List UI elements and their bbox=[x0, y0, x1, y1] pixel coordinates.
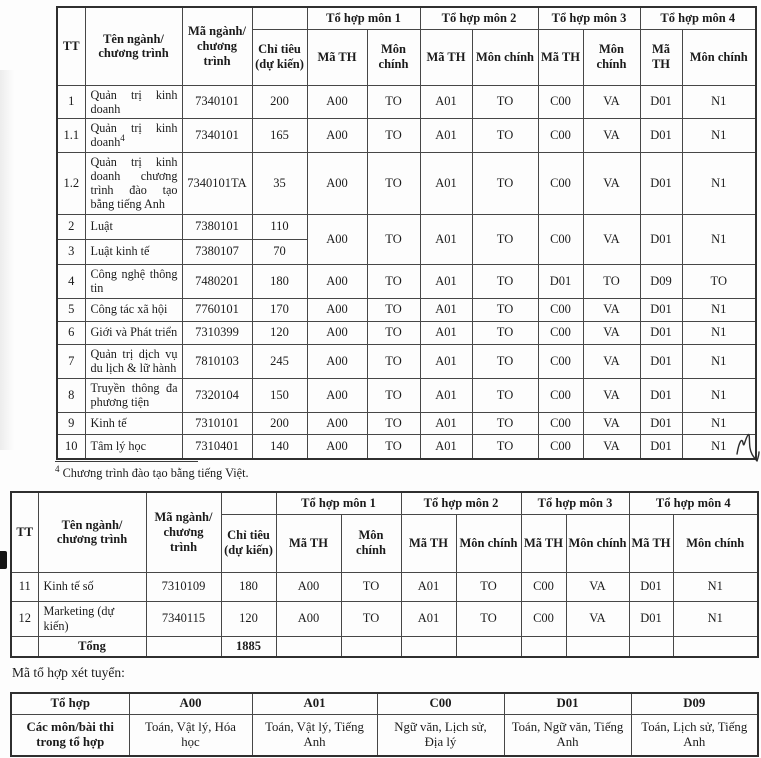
cell-quota: 200 bbox=[252, 85, 307, 119]
cell-quota: 180 bbox=[221, 572, 276, 601]
cell-empty bbox=[629, 636, 673, 657]
cell-combo1-code: A00 bbox=[276, 572, 341, 601]
cell-combo3-main: VA bbox=[583, 152, 640, 214]
cell-combo4-code: D01 bbox=[640, 85, 682, 119]
cell-combo2-code: A01 bbox=[420, 214, 472, 264]
cell-name: Công nghệ thông tin bbox=[85, 264, 182, 298]
cell-name: Quản trị dịch vụ du lịch & lữ hành bbox=[85, 344, 182, 378]
footnote bbox=[55, 463, 249, 481]
cell-combo4-main: N1 bbox=[682, 434, 756, 459]
cell-combo4-code: D01 bbox=[640, 434, 682, 459]
cell-combo3-main: VA bbox=[583, 119, 640, 153]
cell-name: Giới và Phát triển bbox=[85, 321, 182, 344]
cell-code: 7380107 bbox=[182, 239, 252, 264]
cell-combo1-main: TO bbox=[367, 119, 420, 153]
col-header-tt: TT bbox=[57, 7, 85, 85]
table-row bbox=[57, 85, 756, 119]
cell-combo1-code: A00 bbox=[307, 214, 367, 264]
legend-combo-subjects: Ngữ văn, Lịch sử, Địa lý bbox=[377, 714, 504, 756]
table-row bbox=[57, 298, 756, 321]
cell-combo3-main: VA bbox=[583, 344, 640, 378]
legend-row1-label: Tổ hợp bbox=[11, 693, 129, 714]
cell-tt: 7 bbox=[57, 344, 85, 378]
cell-combo2-main: TO bbox=[472, 378, 538, 412]
cell-combo3-code: C00 bbox=[521, 572, 566, 601]
col-header-monchinh-2: Môn chính bbox=[456, 514, 521, 572]
cell-combo1-main: TO bbox=[367, 214, 420, 264]
cell-combo2-main: TO bbox=[472, 412, 538, 434]
cell-tt: 6 bbox=[57, 321, 85, 344]
cell-tt: 10 bbox=[57, 434, 85, 459]
cell-combo4-code: D01 bbox=[640, 321, 682, 344]
cell-combo3-code: C00 bbox=[538, 152, 583, 214]
cell-combo3-main: VA bbox=[583, 85, 640, 119]
table-row bbox=[57, 434, 756, 459]
cell-combo4-code: D01 bbox=[640, 412, 682, 434]
cell-code: 7480201 bbox=[182, 264, 252, 298]
cell-name bbox=[85, 119, 182, 153]
col-header-math-1: Mã TH bbox=[307, 29, 367, 85]
cell-combo2-code: A01 bbox=[420, 344, 472, 378]
col-header-monchinh-3: Môn chính bbox=[566, 514, 629, 572]
col-header-math-2: Mã TH bbox=[401, 514, 456, 572]
cell-combo1-main: TO bbox=[367, 378, 420, 412]
footnote-text: Chương trình đào tạo bằng tiếng Việt. bbox=[62, 466, 249, 480]
col-header-math-2: Mã TH bbox=[420, 29, 472, 85]
col-header-monchinh-2: Môn chính bbox=[472, 29, 538, 85]
cell-combo1-main: TO bbox=[367, 412, 420, 434]
cell-quota: 245 bbox=[252, 344, 307, 378]
cell-tt: 5 bbox=[57, 298, 85, 321]
col-header-math-3: Mã TH bbox=[538, 29, 583, 85]
cell-combo4-main: N1 bbox=[673, 601, 758, 636]
cell-combo3-code: C00 bbox=[538, 214, 583, 264]
cell-tt-empty bbox=[11, 636, 38, 657]
cell-combo4-main: N1 bbox=[682, 152, 756, 214]
cell-name: Quản trị kinh doanh bbox=[85, 85, 182, 119]
cell-code: 7320104 bbox=[182, 378, 252, 412]
cell-combo1-code: A00 bbox=[307, 298, 367, 321]
cell-combo3-main: VA bbox=[583, 298, 640, 321]
cell-combo1-code: A00 bbox=[307, 321, 367, 344]
cell-combo4-code: D01 bbox=[640, 119, 682, 153]
cell-empty bbox=[276, 636, 341, 657]
table-row bbox=[57, 378, 756, 412]
col-header-name: Tên ngành/ chương trình bbox=[85, 7, 182, 85]
col-header-group4: Tổ hợp môn 4 bbox=[640, 7, 756, 29]
legend-combo-code: D01 bbox=[504, 693, 631, 714]
cell-combo3-main: VA bbox=[583, 412, 640, 434]
col-header-name: Tên ngành/ chương trình bbox=[38, 492, 146, 572]
cell-combo4-main: N1 bbox=[673, 572, 758, 601]
cell-code: 7810103 bbox=[182, 344, 252, 378]
col-header-monchinh-1: Môn chính bbox=[367, 29, 420, 85]
cell-combo4-main: N1 bbox=[682, 321, 756, 344]
cell-combo1-main: TO bbox=[367, 298, 420, 321]
footnote-marker: 4 bbox=[55, 463, 60, 474]
cell-combo1-code: A00 bbox=[307, 344, 367, 378]
cell-code: 7340115 bbox=[146, 601, 221, 636]
cell-tt: 4 bbox=[57, 264, 85, 298]
cell-code: 7340101TA bbox=[182, 152, 252, 214]
cell-code: 7310399 bbox=[182, 321, 252, 344]
cell-empty bbox=[456, 636, 521, 657]
cell-combo4-main: N1 bbox=[682, 214, 756, 264]
cell-combo4-code: D01 bbox=[640, 298, 682, 321]
cell-combo2-main: TO bbox=[472, 344, 538, 378]
legend-combo-subjects: Toán, Vật lý, Hóa học bbox=[129, 714, 252, 756]
cell-empty bbox=[341, 636, 401, 657]
col-header-group1: Tổ hợp môn 1 bbox=[276, 492, 401, 514]
cell-combo2-main: TO bbox=[472, 152, 538, 214]
cell-quota: 70 bbox=[252, 239, 307, 264]
legend-combo-subjects: Toán, Vật lý, Tiếng Anh bbox=[252, 714, 377, 756]
total-quota: 1885 bbox=[221, 636, 276, 657]
cell-combo2-main: TO bbox=[472, 298, 538, 321]
table-row bbox=[11, 572, 758, 601]
cell-combo3-main: VA bbox=[583, 378, 640, 412]
table-row bbox=[57, 214, 756, 239]
cell-quota: 140 bbox=[252, 434, 307, 459]
cell-combo3-code: C00 bbox=[538, 378, 583, 412]
footnote-marker: 4 bbox=[120, 133, 125, 144]
cell-code-empty bbox=[146, 636, 221, 657]
cell-combo1-code: A00 bbox=[307, 85, 367, 119]
cell-name: Luật bbox=[85, 214, 182, 239]
cell-tt: 8 bbox=[57, 378, 85, 412]
table-row bbox=[57, 119, 756, 153]
cell-name: Quản trị kinh doanh chương trình đào tạo bằng tiếng Anh bbox=[85, 152, 182, 214]
cell-combo2-code: A01 bbox=[420, 85, 472, 119]
col-header-monchinh-4: Môn chính bbox=[673, 514, 758, 572]
legend-row2-label: Các môn/bài thi trong tổ hợp bbox=[11, 714, 129, 756]
table-row bbox=[57, 152, 756, 214]
cell-combo3-code: C00 bbox=[521, 601, 566, 636]
col-header-quota: Chỉ tiêu (dự kiến) bbox=[221, 514, 276, 572]
col-header-math-4: Mã TH bbox=[629, 514, 673, 572]
cell-combo1-main: TO bbox=[367, 85, 420, 119]
col-header-group2: Tổ hợp môn 2 bbox=[420, 7, 538, 29]
cell-combo1-main: TO bbox=[341, 572, 401, 601]
cell-combo2-code: A01 bbox=[401, 601, 456, 636]
col-header-math-4: Mã TH bbox=[640, 29, 682, 85]
table-row bbox=[57, 344, 756, 378]
cell-combo2-main: TO bbox=[456, 601, 521, 636]
cell-combo1-code: A00 bbox=[307, 264, 367, 298]
cell-quota: 150 bbox=[252, 378, 307, 412]
cell-combo1-main: TO bbox=[367, 321, 420, 344]
legend-combo-code: A01 bbox=[252, 693, 377, 714]
cell-code: 7380101 bbox=[182, 214, 252, 239]
cell-combo4-main: TO bbox=[682, 264, 756, 298]
cell-combo4-main: N1 bbox=[682, 119, 756, 153]
cell-quota: 120 bbox=[221, 601, 276, 636]
col-header-math-3: Mã TH bbox=[521, 514, 566, 572]
cell-combo1-code: A00 bbox=[307, 412, 367, 434]
cell-quota: 170 bbox=[252, 298, 307, 321]
cell-combo4-main: N1 bbox=[682, 378, 756, 412]
cell-code: 7340101 bbox=[182, 85, 252, 119]
cell-combo2-code: A01 bbox=[420, 152, 472, 214]
table-row bbox=[57, 412, 756, 434]
cell-combo2-code: A01 bbox=[420, 434, 472, 459]
cell-combo2-main: TO bbox=[472, 434, 538, 459]
cell-tt: 3 bbox=[57, 239, 85, 264]
col-header-group2: Tổ hợp môn 2 bbox=[401, 492, 521, 514]
col-header-code: Mã ngành/ chương trình bbox=[146, 492, 221, 572]
cell-combo4-main: N1 bbox=[682, 412, 756, 434]
col-header-group3: Tổ hợp môn 3 bbox=[538, 7, 640, 29]
combo-legend-table bbox=[10, 692, 759, 757]
cell-combo1-code: A00 bbox=[307, 434, 367, 459]
cell-empty bbox=[521, 636, 566, 657]
cell-combo4-code: D01 bbox=[629, 572, 673, 601]
cell-combo1-code: A00 bbox=[276, 601, 341, 636]
cell-combo4-code: D01 bbox=[629, 601, 673, 636]
cell-combo2-code: A01 bbox=[420, 264, 472, 298]
cell-name: Tâm lý học bbox=[85, 434, 182, 459]
col-header-math-1: Mã TH bbox=[276, 514, 341, 572]
col-header-group4: Tổ hợp môn 4 bbox=[629, 492, 758, 514]
cell-combo4-code: D01 bbox=[640, 378, 682, 412]
cell-code: 7310109 bbox=[146, 572, 221, 601]
cell-combo2-code: A01 bbox=[420, 298, 472, 321]
col-header-blank bbox=[221, 492, 276, 514]
legend-combo-subjects: Toán, Ngữ văn, Tiếng Anh bbox=[504, 714, 631, 756]
cell-code: 7310401 bbox=[182, 434, 252, 459]
cell-combo1-main: TO bbox=[367, 434, 420, 459]
cell-combo1-main: TO bbox=[341, 601, 401, 636]
cell-quota: 35 bbox=[252, 152, 307, 214]
cell-code: 7340101 bbox=[182, 119, 252, 153]
cell-combo3-main: TO bbox=[583, 264, 640, 298]
col-header-group3: Tổ hợp môn 3 bbox=[521, 492, 629, 514]
cell-tt: 1 bbox=[57, 85, 85, 119]
admission-table-additional bbox=[10, 491, 759, 658]
table-row bbox=[57, 264, 756, 298]
header-row-groups bbox=[57, 7, 756, 29]
cell-combo4-main: N1 bbox=[682, 344, 756, 378]
col-header-monchinh-3: Môn chính bbox=[583, 29, 640, 85]
cell-empty bbox=[566, 636, 629, 657]
col-header-tt: TT bbox=[11, 492, 38, 572]
cell-tt: 1.2 bbox=[57, 152, 85, 214]
cell-combo1-main: TO bbox=[367, 344, 420, 378]
cell-combo2-code: A01 bbox=[420, 412, 472, 434]
handwritten-mark bbox=[735, 430, 761, 466]
footnote-separator bbox=[55, 461, 198, 462]
cell-combo3-main: VA bbox=[566, 572, 629, 601]
cell-name: Công tác xã hội bbox=[85, 298, 182, 321]
table-row bbox=[57, 321, 756, 344]
cell-code: 7760101 bbox=[182, 298, 252, 321]
cell-combo3-code: C00 bbox=[538, 434, 583, 459]
cell-combo3-code: C00 bbox=[538, 85, 583, 119]
cell-combo3-main: VA bbox=[583, 214, 640, 264]
cell-quota: 110 bbox=[252, 214, 307, 239]
cell-combo4-main: N1 bbox=[682, 85, 756, 119]
cell-combo1-code: A00 bbox=[307, 119, 367, 153]
cell-combo4-code: D09 bbox=[640, 264, 682, 298]
legend-subjects-row bbox=[11, 714, 758, 756]
cell-name: Truyền thông đa phương tiện bbox=[85, 378, 182, 412]
cell-combo2-code: A01 bbox=[401, 572, 456, 601]
cell-tt: 12 bbox=[11, 601, 38, 636]
cell-combo1-main: TO bbox=[367, 264, 420, 298]
total-row bbox=[11, 636, 758, 657]
col-header-monchinh-1: Môn chính bbox=[341, 514, 401, 572]
col-header-monchinh-4: Môn chính bbox=[682, 29, 756, 85]
cell-name: Marketing (dự kiến) bbox=[38, 601, 146, 636]
cell-name: Kinh tế số bbox=[38, 572, 146, 601]
cell-quota: 120 bbox=[252, 321, 307, 344]
cell-combo3-code: C00 bbox=[538, 119, 583, 153]
col-header-code: Mã ngành/ chương trình bbox=[182, 7, 252, 85]
cell-tt: 2 bbox=[57, 214, 85, 239]
cell-combo3-main: VA bbox=[566, 601, 629, 636]
cell-combo2-main: TO bbox=[472, 214, 538, 264]
legend-combo-code: C00 bbox=[377, 693, 504, 714]
cell-combo2-main: TO bbox=[456, 572, 521, 601]
table-row bbox=[11, 601, 758, 636]
legend-combo-subjects: Toán, Lịch sử, Tiếng Anh bbox=[631, 714, 758, 756]
cell-combo4-code: D01 bbox=[640, 152, 682, 214]
header-row-groups bbox=[11, 492, 758, 514]
legend-header-row bbox=[11, 693, 758, 714]
scanner-shading-artifact bbox=[0, 70, 14, 450]
cell-combo2-code: A01 bbox=[420, 119, 472, 153]
legend-combo-code: D09 bbox=[631, 693, 758, 714]
cell-combo1-main: TO bbox=[367, 152, 420, 214]
cell-quota: 200 bbox=[252, 412, 307, 434]
cell-combo3-main: VA bbox=[583, 434, 640, 459]
cell-tt: 9 bbox=[57, 412, 85, 434]
combo-caption: Mã tổ hợp xét tuyển: bbox=[12, 665, 125, 680]
cell-code: 7310101 bbox=[182, 412, 252, 434]
cell-combo1-code: A00 bbox=[307, 152, 367, 214]
cell-combo4-code: D01 bbox=[640, 214, 682, 264]
cell-quota: 165 bbox=[252, 119, 307, 153]
cell-combo2-main: TO bbox=[472, 264, 538, 298]
cell-combo2-main: TO bbox=[472, 321, 538, 344]
cell-combo2-main: TO bbox=[472, 119, 538, 153]
col-header-blank bbox=[252, 7, 307, 29]
cell-tt: 1.1 bbox=[57, 119, 85, 153]
cell-combo4-code: D01 bbox=[640, 344, 682, 378]
cell-combo3-main: VA bbox=[583, 321, 640, 344]
cell-tt: 11 bbox=[11, 572, 38, 601]
total-label: Tổng bbox=[38, 636, 146, 657]
cell-combo4-main: N1 bbox=[682, 298, 756, 321]
col-header-quota: Chỉ tiêu (dự kiến) bbox=[252, 29, 307, 85]
cell-name: Kinh tế bbox=[85, 412, 182, 434]
cell-combo3-code: C00 bbox=[538, 321, 583, 344]
scan-blotch-artifact bbox=[0, 551, 7, 569]
admission-table-main bbox=[56, 6, 757, 460]
cell-combo3-code: C00 bbox=[538, 298, 583, 321]
legend-combo-code: A00 bbox=[129, 693, 252, 714]
cell-quota: 180 bbox=[252, 264, 307, 298]
cell-combo3-code: C00 bbox=[538, 344, 583, 378]
cell-combo2-code: A01 bbox=[420, 378, 472, 412]
program-name: Quản trị kinh doanh bbox=[90, 121, 178, 150]
cell-combo2-code: A01 bbox=[420, 321, 472, 344]
cell-empty bbox=[401, 636, 456, 657]
cell-combo3-code: C00 bbox=[538, 412, 583, 434]
cell-combo1-code: A00 bbox=[307, 378, 367, 412]
cell-combo2-main: TO bbox=[472, 85, 538, 119]
col-header-group1: Tổ hợp môn 1 bbox=[307, 7, 420, 29]
cell-name: Luật kinh tế bbox=[85, 239, 182, 264]
cell-combo3-code: D01 bbox=[538, 264, 583, 298]
cell-empty bbox=[673, 636, 758, 657]
